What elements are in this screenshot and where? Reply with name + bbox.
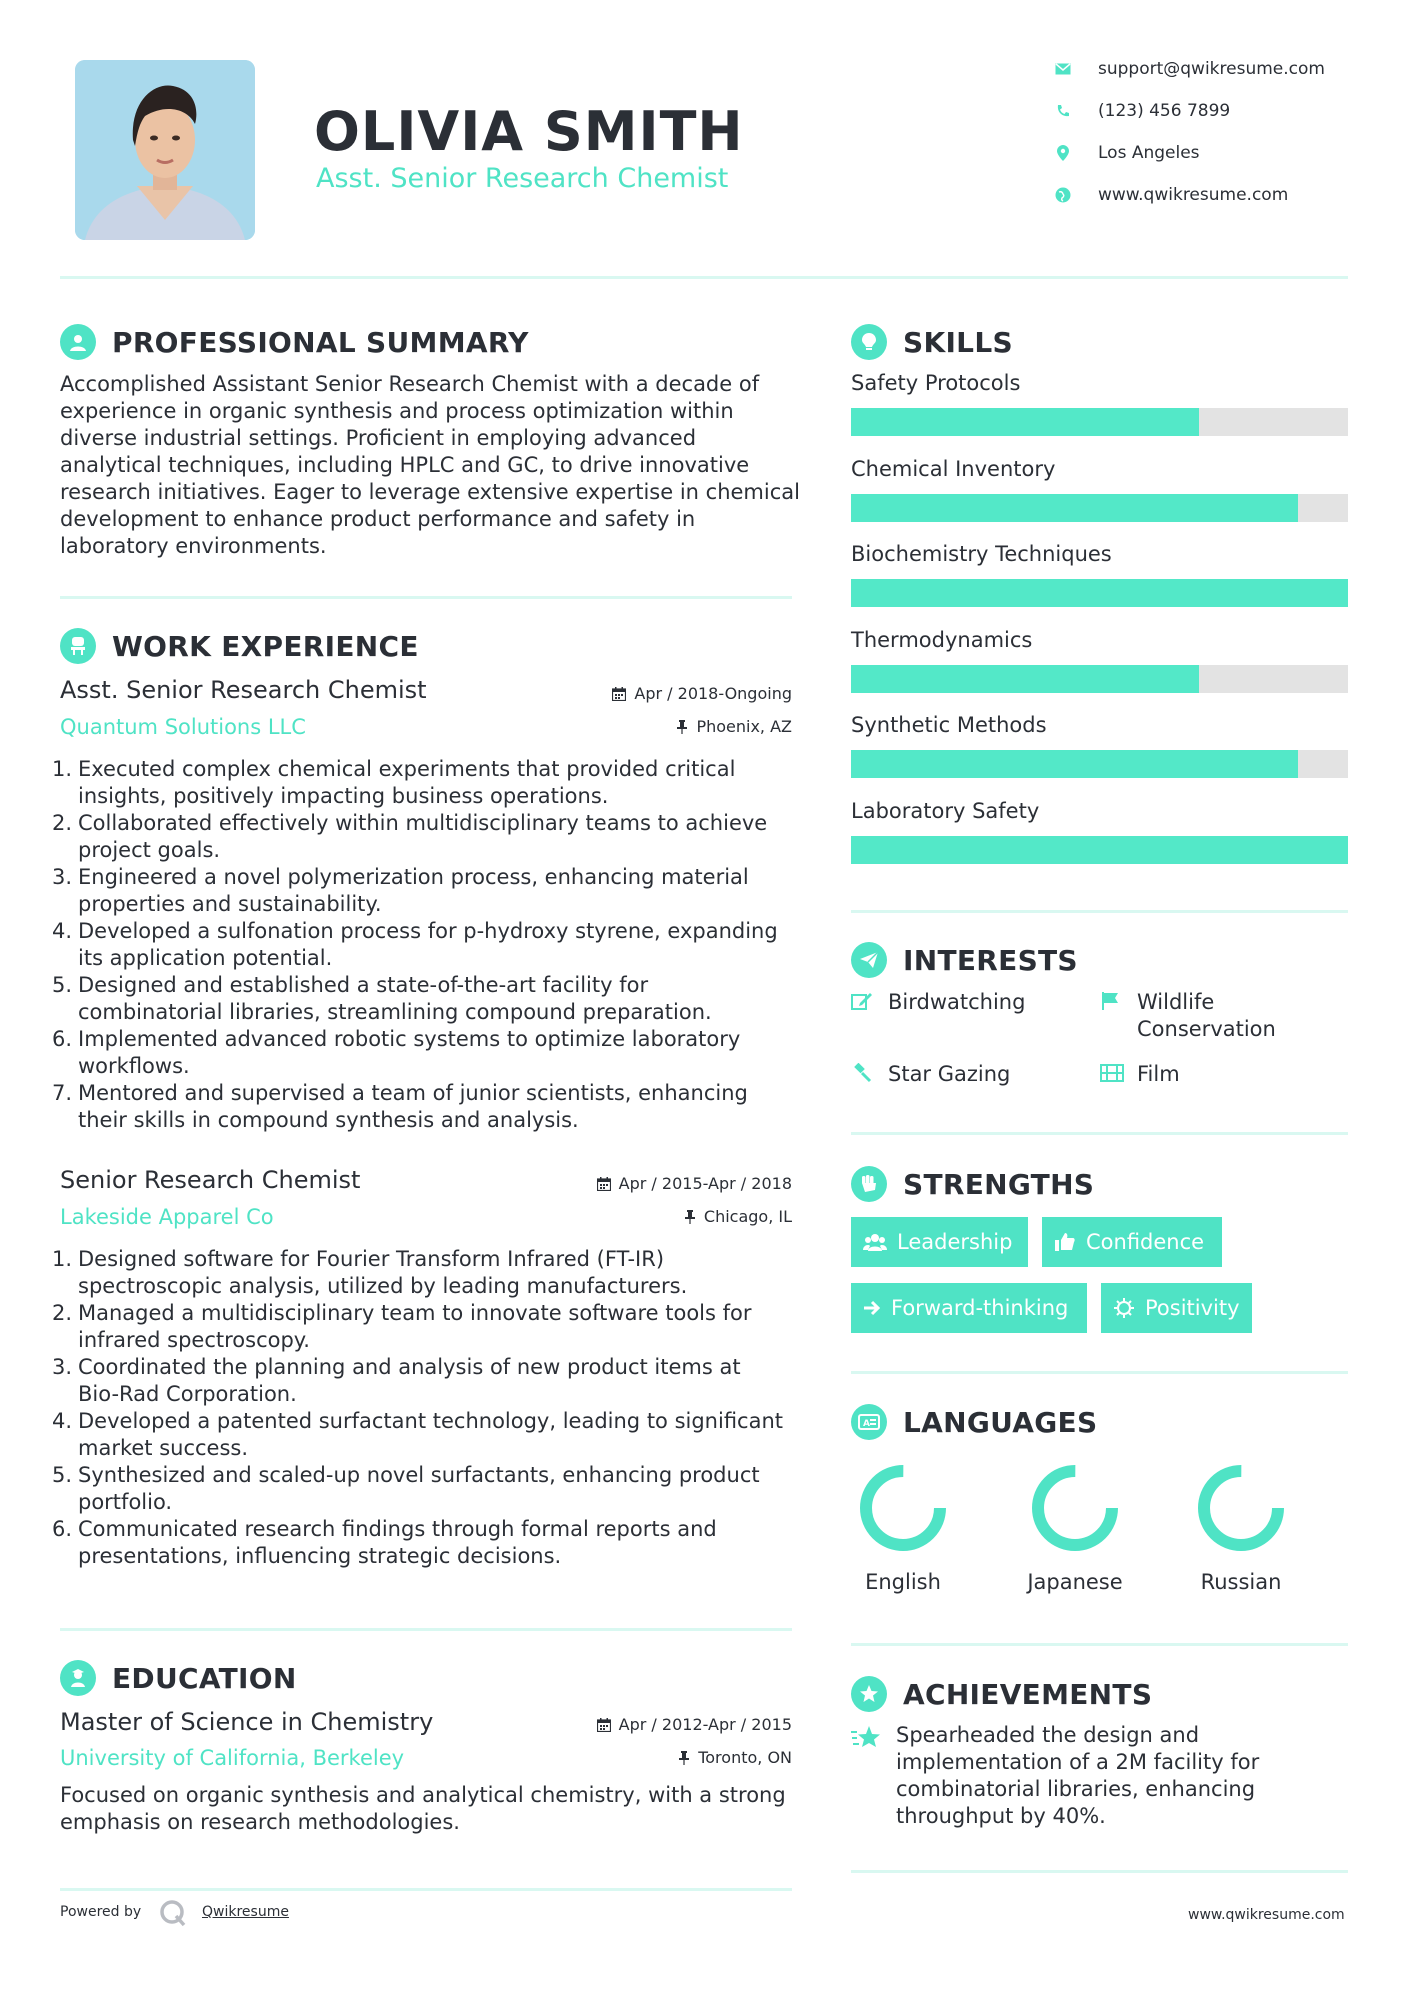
contact-location-text: Los Angeles: [1098, 143, 1200, 163]
interest-item: Film: [1100, 1061, 1180, 1090]
strengths-divider: [851, 1371, 1348, 1374]
degree-title: Master of Science in Chemistry: [60, 1708, 434, 1736]
list-item: 4. Developed a patented surfactant technology, leading to significant market success.: [52, 1409, 784, 1460]
job-dates-text: Apr / 2015-Apr / 2018: [618, 1174, 792, 1193]
contact-email[interactable]: [1054, 57, 1325, 81]
pushpin-icon: [678, 1751, 690, 1765]
languages-heading: [851, 1404, 1097, 1440]
footer-website[interactable]: www.qwikresume.com: [1188, 1907, 1345, 1923]
list-item: 4. Developed a sulfonation process for p-hydroxy styrene, expanding its application potential.: [52, 919, 778, 970]
summary-line: research initiatives. Eager to leverage extensive expertise in chemical: [60, 480, 800, 504]
job-title: Senior Research Chemist: [60, 1166, 361, 1194]
school-name: University of California, Berkeley: [60, 1746, 405, 1770]
summary-line: diverse industrial settings. Proficient in employing advanced: [60, 426, 697, 450]
strength-badge: Leadership: [851, 1217, 1028, 1267]
skills-divider: [851, 910, 1348, 913]
skills-heading: [851, 324, 1013, 360]
experience-divider: [60, 1628, 792, 1631]
education-heading: [60, 1660, 297, 1696]
language-label: Russian: [1200, 1570, 1282, 1594]
job-location-text: Phoenix, AZ: [696, 717, 792, 736]
languages-heading-text: LANGUAGES: [903, 1405, 1098, 1439]
skill-label: Synthetic Methods: [851, 713, 1047, 737]
interests-divider: [851, 1132, 1348, 1135]
skill-bar-fill: [851, 408, 1199, 436]
list-item: 5. Designed and established a state-of-the-art facility for combinatorial libraries, streamlining compound preparation.: [52, 973, 712, 1024]
summary-line: Accomplished Assistant Senior Research Chemist with a decade of: [60, 372, 760, 396]
film-icon: [1100, 1061, 1126, 1090]
svg-text:A: A: [863, 1419, 871, 1429]
gavel-icon: [851, 1061, 877, 1090]
list-item: 7. Mentored and supervised a team of junior scientists, enhancing their skills in compound synthesis and analysis.: [52, 1081, 748, 1132]
skill-label: Safety Protocols: [851, 371, 1021, 395]
contact-website[interactable]: [1054, 183, 1288, 207]
summary-line: analytical techniques, including HPLC and GC, to drive innovative: [60, 453, 750, 477]
job-title: Asst. Senior Research Chemist: [60, 676, 427, 704]
pushpin-icon: [684, 1210, 696, 1224]
interest-item: Wildlife Conservation: [1100, 989, 1276, 1043]
list-item: 5. Synthesized and scaled-up novel surfactants, enhancing product portfolio.: [52, 1463, 760, 1514]
skill-bar: [851, 494, 1348, 522]
skill-bar: [851, 836, 1348, 864]
summary-text: [60, 371, 800, 560]
contact-phone[interactable]: [1054, 99, 1230, 123]
job-dates: [500, 684, 792, 703]
profile-photo: [75, 60, 255, 240]
list-item: 3. Coordinated the planning and analysis of new product items at Bio-Rad Corporation.: [52, 1355, 741, 1406]
phone-icon: [1054, 102, 1072, 120]
skill-label: Laboratory Safety: [851, 798, 1040, 823]
education-heading-text: EDUCATION: [112, 1661, 297, 1695]
summary-line: experience in organic synthesis and process optimization within: [60, 399, 734, 423]
language-label: Japanese: [1027, 1570, 1123, 1594]
summary-line: laboratory environments.: [60, 534, 327, 558]
skill-label: Thermodynamics: [851, 627, 1033, 652]
users-icon: [863, 1232, 887, 1252]
list-item: 2. Managed a multidisciplinary team to innovate software tools for infrared spectroscopy.: [52, 1301, 752, 1352]
star-badge-icon: [851, 1676, 887, 1712]
contact-email-text: support@qwikresume.com: [1098, 59, 1325, 79]
skill-label: Chemical Inventory: [851, 456, 1056, 481]
achievements-heading-text: ACHIEVEMENTS: [903, 1677, 1153, 1711]
skill-bar: [851, 408, 1348, 436]
education-location-text: Toronto, ON: [698, 1748, 792, 1767]
interest-item: Birdwatching: [851, 989, 1025, 1018]
list-item: 2. Collaborated effectively within multidisciplinary teams to achieve project goals.: [52, 811, 768, 862]
list-item: 6. Implemented advanced robotic systems to optimize laboratory workflows.: [52, 1027, 741, 1078]
summary-heading-text: PROFESSIONAL SUMMARY: [112, 325, 529, 359]
summary-line: development to enhance product performance and safety in: [60, 507, 696, 531]
flag-icon: [1100, 989, 1126, 1018]
strength-badge: Positivity: [1101, 1283, 1252, 1333]
skills-heading-text: SKILLS: [903, 325, 1013, 359]
lightbulb-icon: [851, 324, 887, 360]
powered-by-label: Powered by: [60, 1904, 142, 1920]
calendar-icon: [597, 1177, 611, 1191]
qwikresume-link[interactable]: Qwikresume: [202, 1904, 289, 1920]
job-company: Lakeside Apparel Co: [60, 1205, 274, 1229]
skill-bar: [851, 665, 1348, 693]
job-responsibilities: [52, 756, 800, 1134]
education-location: [500, 1748, 792, 1767]
skill-bar-fill: [851, 579, 1348, 607]
arrow-right-icon: [863, 1299, 881, 1317]
candidate-title: Asst. Senior Research Chemist: [316, 163, 729, 194]
list-item: 1. Designed software for Fourier Transform Infrared (FT-IR) spectroscopic analysis, utilized by leading manufacturers.: [52, 1247, 688, 1298]
skill-label: Biochemistry Techniques: [851, 542, 1112, 566]
fist-icon: [851, 1166, 887, 1202]
job-location: [500, 717, 792, 736]
qwikresume-logo-icon: [158, 1898, 188, 1928]
thumbs-up-icon: [1054, 1232, 1076, 1252]
skill-bar: [851, 750, 1348, 778]
header-divider: [60, 276, 1348, 279]
list-item: 6. Communicated research findings through formal reports and presentations, influencing strategic decisions.: [52, 1517, 717, 1568]
achievement-text: Spearheaded the design and implementation of a 2M facility for combinatorial libraries, enhancing throughput by 40%.: [896, 1723, 1260, 1828]
strength-badge: Forward-thinking: [851, 1283, 1087, 1333]
globe-icon: [1054, 186, 1072, 204]
envelope-icon: [1054, 60, 1072, 78]
job-company: Quantum Solutions LLC: [60, 715, 306, 739]
map-pin-icon: [1054, 144, 1072, 162]
experience-heading: [60, 628, 419, 664]
language-ring: [1025, 1458, 1125, 1558]
contact-phone-text: (123) 456 7899: [1098, 101, 1231, 121]
sun-icon: [1113, 1297, 1135, 1319]
candidate-name: OLIVIA SMITH: [314, 100, 744, 163]
strengths-heading-text: STRENGTHS: [903, 1167, 1095, 1201]
job-dates-text: Apr / 2018-Ongoing: [634, 684, 792, 703]
interests-heading-text: INTERESTS: [903, 943, 1078, 977]
skill-bar-fill: [851, 494, 1298, 522]
pencil-square-icon: [851, 989, 877, 1018]
skill-bar: [851, 579, 1348, 607]
list-item: 1. Executed complex chemical experiments that provided critical insights, positively impacting business operations.: [52, 757, 736, 808]
achievements-heading: [851, 1676, 1152, 1712]
language-label: English: [865, 1570, 941, 1594]
pushpin-icon: [676, 720, 688, 734]
interest-item: Star Gazing: [851, 1061, 1010, 1090]
job-responsibilities: [52, 1246, 800, 1570]
interests-heading: [851, 942, 1078, 978]
skill-bar-fill: [851, 836, 1348, 864]
summary-heading: [60, 324, 529, 360]
chair-icon: [60, 628, 96, 664]
calendar-icon: [597, 1718, 611, 1732]
language-icon: [851, 1404, 887, 1440]
achievements-divider: [851, 1870, 1348, 1873]
job-location: [500, 1207, 792, 1226]
skill-bar-fill: [851, 665, 1199, 693]
job-dates: [500, 1174, 792, 1193]
strengths-heading: [851, 1166, 1094, 1202]
contact-location: [1054, 141, 1200, 165]
experience-heading-text: WORK EXPERIENCE: [112, 629, 419, 663]
language-ring: [1191, 1458, 1291, 1558]
user-icon: [60, 324, 96, 360]
summary-divider: [60, 596, 792, 599]
star-icon: [851, 1724, 883, 1752]
job-location-text: Chicago, IL: [703, 1207, 792, 1226]
skill-bar-fill: [851, 750, 1298, 778]
education-divider: [60, 1888, 792, 1891]
education-dates-text: Apr / 2012-Apr / 2015: [618, 1715, 792, 1734]
languages-divider: [851, 1643, 1348, 1646]
language-ring: [853, 1458, 953, 1558]
calendar-icon: [612, 687, 626, 701]
education-dates: [500, 1715, 792, 1734]
graduate-icon: [60, 1660, 96, 1696]
list-item: 3. Engineered a novel polymerization process, enhancing material properties and sustainability.: [52, 865, 749, 916]
paper-plane-icon: [851, 942, 887, 978]
strength-badge: Confidence: [1042, 1217, 1222, 1267]
contact-website-text: www.qwikresume.com: [1098, 185, 1289, 205]
education-description: Focused on organic synthesis and analytical chemistry, with a strong emphasis on research methodologies.: [60, 1783, 786, 1834]
